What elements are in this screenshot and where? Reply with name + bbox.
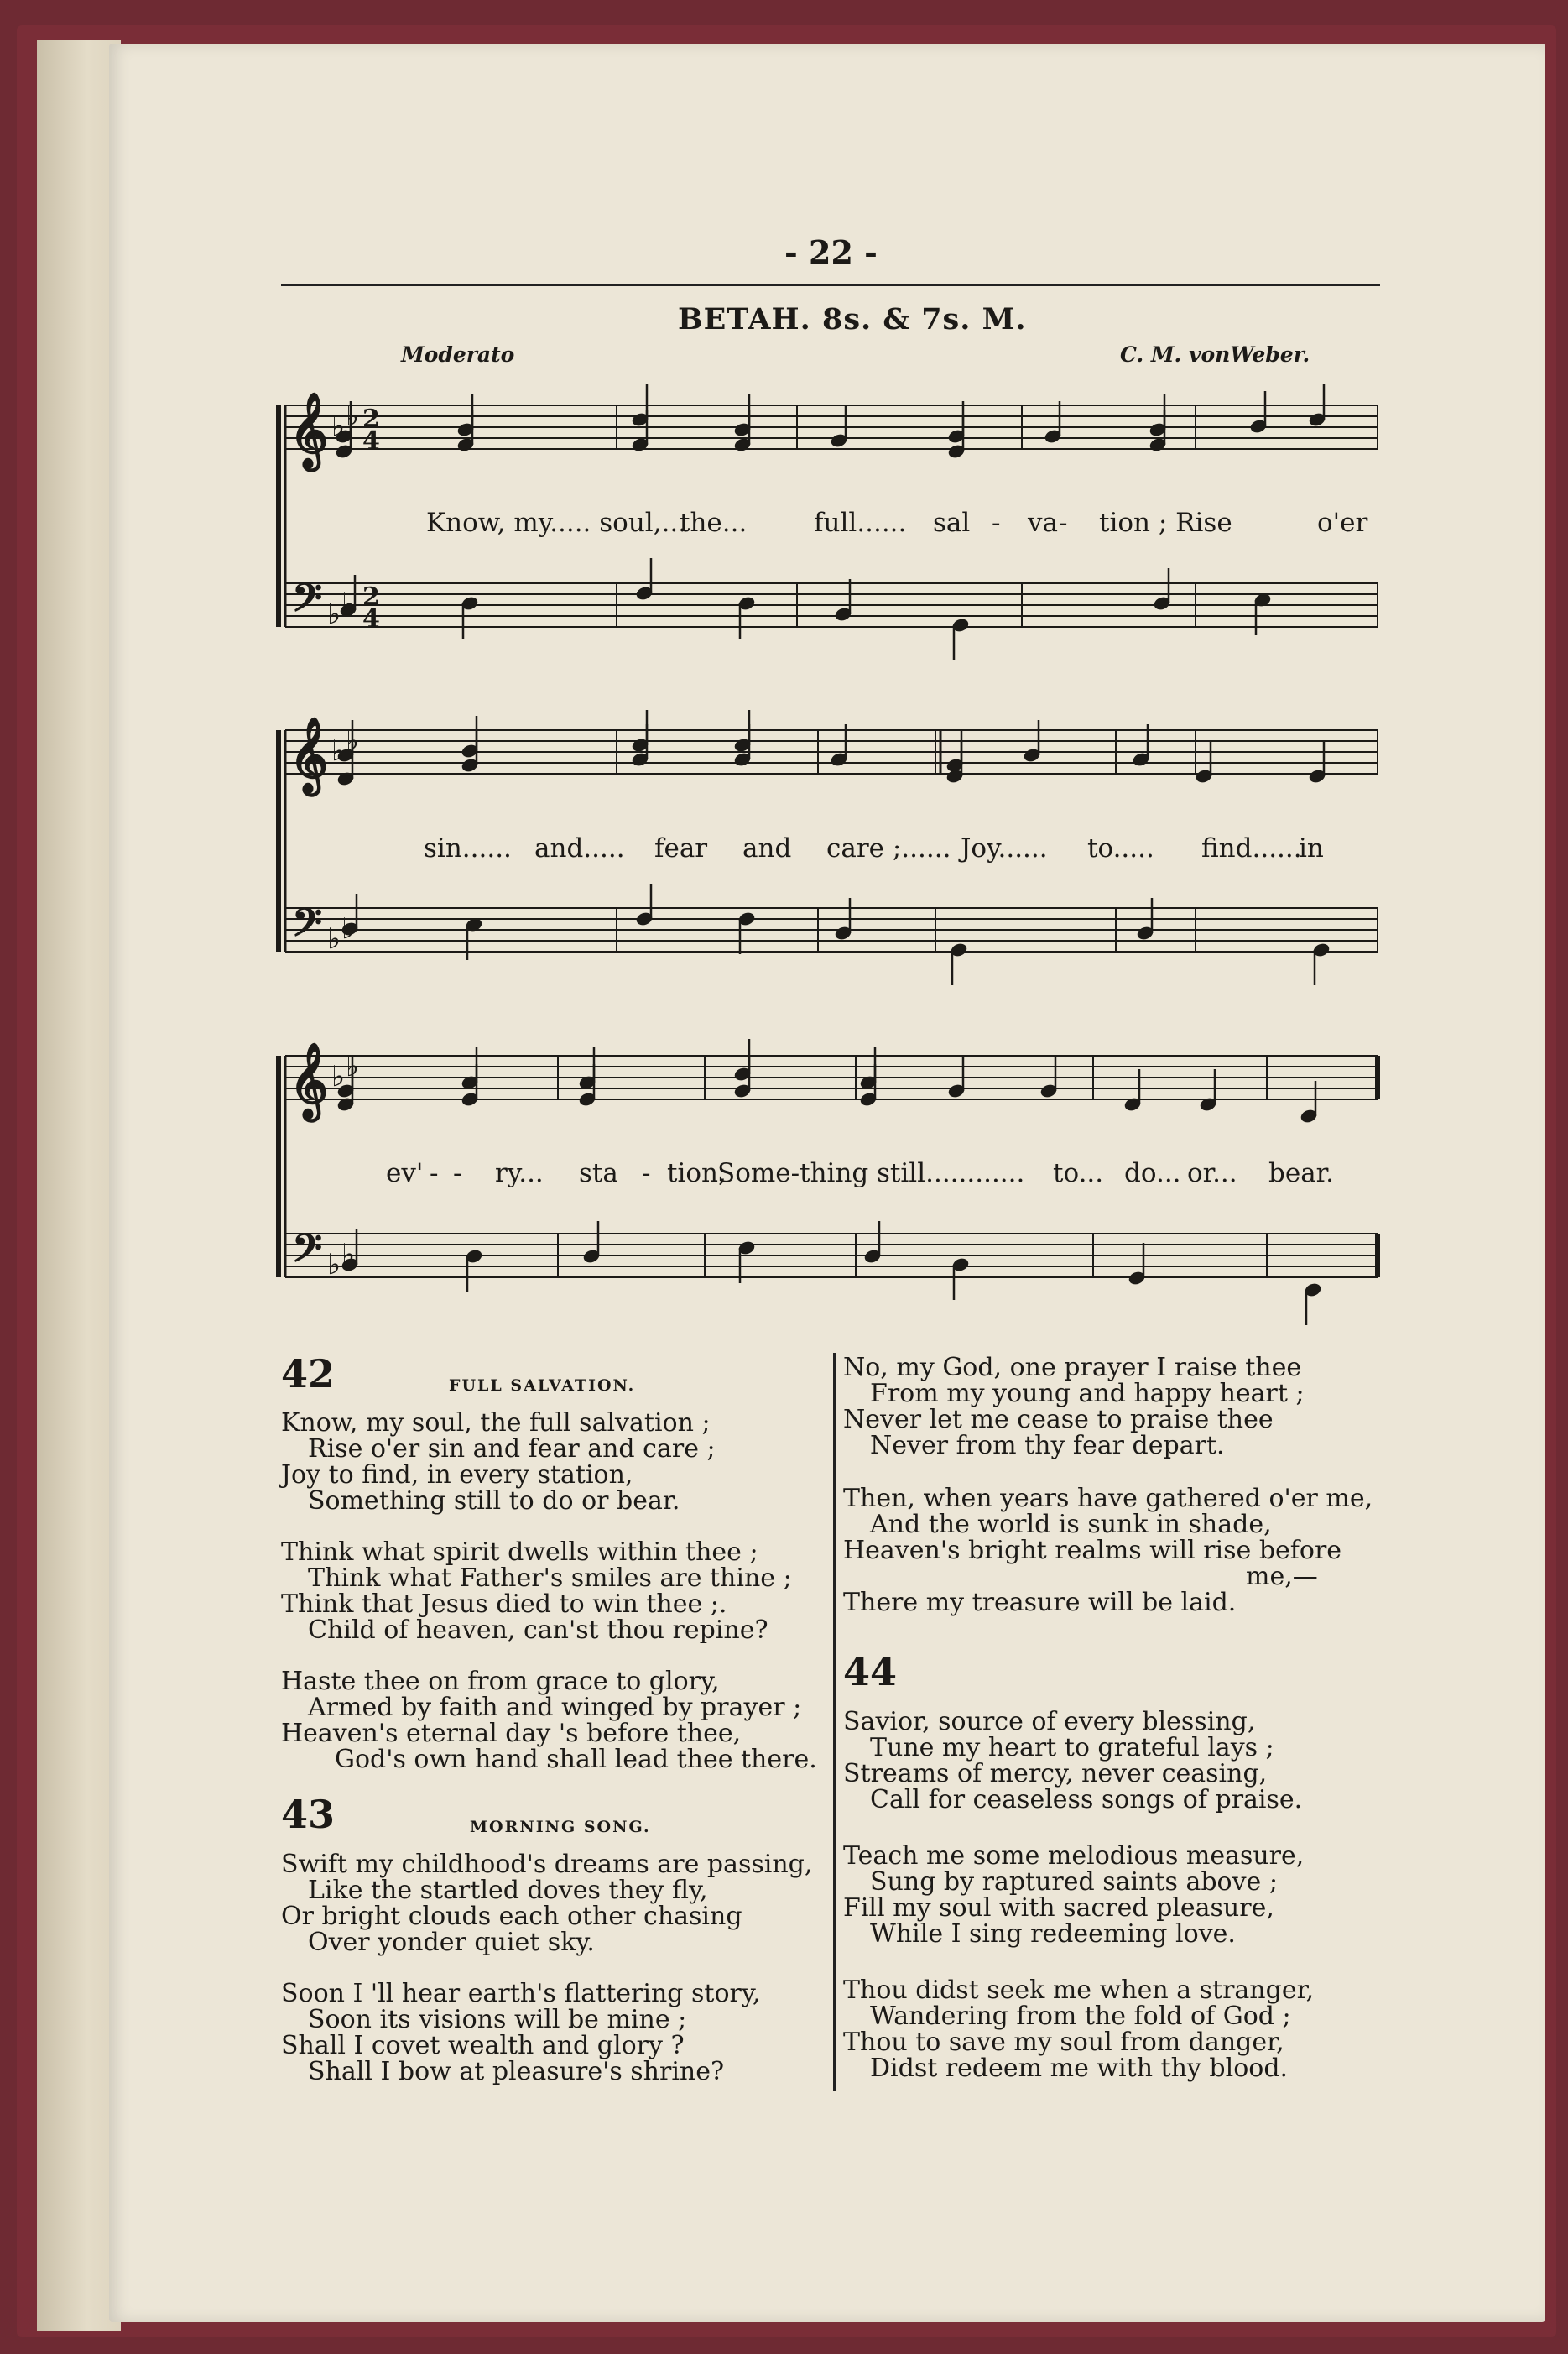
- lyric-syllable: -: [430, 1158, 439, 1188]
- lyric-syllable: va: [1028, 508, 1058, 538]
- lyric-syllable: Some-thing: [717, 1158, 869, 1188]
- time-signature: 2: [362, 582, 380, 612]
- flat-icon: ♭: [341, 1238, 356, 1271]
- bass-clef-icon: 𝄢: [292, 575, 323, 630]
- lyric-syllable: the...: [680, 508, 748, 538]
- lyric-syllable: o'er: [1317, 508, 1368, 538]
- hymn-heading: MORNING SONG.: [470, 1818, 651, 1836]
- lyric-syllable: sin......: [424, 833, 512, 864]
- verse: Savior, source of every blessing, Tune my heart to grateful lays ; Streams of mercy, never ceasing, Call for ceaseless songs of praise.: [843, 1707, 1303, 1814]
- flat-icon: ♭: [331, 734, 346, 768]
- hymn-number: 42: [281, 1351, 336, 1396]
- bass-clef-icon: 𝄢: [292, 900, 323, 955]
- verse: Thou didst seek me when a stranger, Wandering from the fold of God ; Thou to save my soul from danger, Didst redeem me with thy blood.: [843, 1976, 1315, 2083]
- treble-clef-icon: 𝄞: [289, 392, 329, 468]
- flat-icon: ♭: [346, 399, 360, 433]
- lyric-syllable: care ;......: [826, 833, 951, 864]
- treble-clef-icon: 𝄞: [289, 717, 329, 793]
- lyric-syllable: -: [453, 1158, 462, 1188]
- treble-clef-icon: 𝄞: [289, 1042, 329, 1119]
- verse: Then, when years have gathered o'er me, And the world is sunk in shade, Heaven's bright realms will rise before me,— There my treasure will be laid.: [843, 1484, 1373, 1617]
- lyric-syllable: ry...: [495, 1158, 544, 1188]
- tempo-marking: Moderato: [401, 342, 515, 367]
- lyric-syllable: or...: [1187, 1158, 1237, 1188]
- flat-icon: ♭: [346, 724, 360, 758]
- verse: Think what spirit dwells within thee ; Think what Father's smiles are thine ; Think that Jesus died to win thee ;. Child of heaven, can'st thou repine?: [281, 1537, 792, 1645]
- lyric-syllable: sal: [933, 508, 971, 538]
- flat-icon: ♭: [327, 1248, 341, 1281]
- verse: No, my God, one prayer I raise thee From my young and happy heart ; Never let me cease to praise thee Never from thy fear depart.: [843, 1353, 1305, 1460]
- lyric-syllable: Know, my..... soul,...: [426, 508, 687, 538]
- time-signature: 4: [362, 604, 380, 634]
- time-signature: 2: [362, 405, 380, 434]
- lyric-syllable: full......: [814, 508, 907, 538]
- flat-icon: ♭: [331, 410, 346, 443]
- lyric-syllable: in: [1299, 833, 1324, 864]
- verse: Haste thee on from grace to glory, Armed by faith and winged by prayer ; Heaven's eternal day 's before thee, God's own hand shall lead thee there.: [281, 1667, 817, 1774]
- hymn-number: 43: [281, 1792, 336, 1837]
- lyric-syllable: tion,: [667, 1158, 727, 1188]
- lyric-syllable: and: [742, 833, 792, 864]
- lyric-syllable: do...: [1124, 1158, 1181, 1188]
- hymn-number: 44: [843, 1649, 898, 1694]
- flat-icon: ♭: [327, 598, 341, 631]
- hymn-heading: FULL SALVATION.: [449, 1376, 636, 1395]
- flat-icon: ♭: [341, 587, 356, 621]
- lyric-syllable: bear.: [1268, 1158, 1334, 1188]
- composer: C. M. vonWeber.: [1120, 342, 1310, 367]
- lyric-syllable: still............: [877, 1158, 1025, 1188]
- lyric-syllable: ev': [386, 1158, 424, 1188]
- tune-title: BETAH. 8s. & 7s. M.: [678, 302, 1027, 337]
- flat-icon: ♭: [341, 912, 356, 946]
- flat-icon: ♭: [331, 1060, 346, 1093]
- lyric-syllable: -: [1059, 508, 1068, 538]
- verse: Teach me some melodious measure, Sung by raptured saints above ; Fill my soul with sacred pleasure, While I sing redeeming love.: [843, 1841, 1305, 1949]
- lyric-syllable: fear: [654, 833, 708, 864]
- verse: Know, my soul, the full salvation ; Rise o'er sin and fear and care ; Joy to find, in every station, Something still to do or bear.: [281, 1408, 716, 1516]
- bass-clef-icon: 𝄢: [292, 1225, 323, 1281]
- flat-icon: ♭: [327, 922, 341, 956]
- lyric-syllable: to.....: [1087, 833, 1154, 864]
- verse: Swift my childhood's dreams are passing, Like the startled doves they fly, Or bright clouds each other chasing Over yonder quiet sky.: [281, 1850, 813, 1957]
- column-rule: [833, 1353, 836, 2091]
- clefs: [289, 392, 380, 1281]
- page-number: - 22 -: [784, 233, 878, 271]
- lyric-syllable: find......: [1201, 833, 1302, 864]
- lyric-syllable: -: [642, 1158, 651, 1188]
- lyric-syllable: tion ; Rise: [1099, 508, 1232, 538]
- lyric-syllable: sta: [579, 1158, 618, 1188]
- lyric-syllable: Joy......: [961, 833, 1048, 864]
- time-signature: 4: [362, 426, 380, 456]
- lyric-syllable: and.....: [534, 833, 625, 864]
- verse: Soon I 'll hear earth's flattering story, Soon its visions will be mine ; Shall I covet wealth and glory ? Shall I bow at pleasure's shrine?: [281, 1979, 761, 2086]
- lyric-syllable: -: [992, 508, 1001, 538]
- lyric-syllable: to...: [1053, 1158, 1104, 1188]
- flat-icon: ♭: [346, 1050, 360, 1083]
